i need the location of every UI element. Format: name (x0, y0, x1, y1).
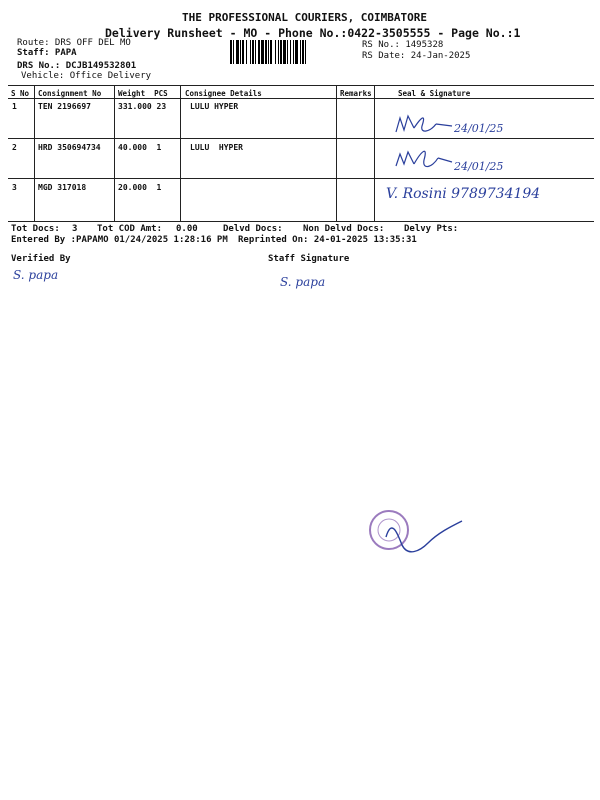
table-header-border (8, 98, 594, 99)
barcode-bar (305, 40, 306, 64)
row-2-consignee: LULU HYPER (190, 143, 243, 152)
delvy-pts-label: Delvy Pts: (404, 224, 459, 234)
header-consignee: Consignee Details (185, 89, 262, 98)
barcode-bar (287, 40, 288, 64)
row-2-sign-date: 24/01/25 (454, 160, 504, 173)
route-text: Route: DRS OFF DEL MO (17, 38, 131, 48)
barcode-bar (278, 40, 279, 64)
rs-date: RS Date: 24-Jan-2025 (362, 51, 471, 61)
barcode-bar (295, 40, 298, 64)
barcode-bar (255, 40, 256, 64)
barcode-bar (270, 40, 272, 64)
tot-cod-value: 0.00 (176, 224, 198, 234)
entered-by: Entered By :PAPAMO 01/24/2025 1:28:16 PM (11, 235, 228, 245)
tot-docs-value: 3 (72, 224, 78, 234)
row-2-consignment: HRD 350694734 (38, 143, 101, 152)
barcode-bar (240, 40, 241, 64)
staff-signature-label: Staff Signature (268, 254, 350, 264)
barcode-bar (300, 40, 301, 64)
row-1-consignment: TEN 2196697 (38, 102, 91, 111)
row-2-border (8, 178, 594, 179)
row-3-sno: 3 (12, 183, 17, 192)
row-1-weight-pcs: 331.000 23 (118, 102, 167, 111)
header-sno: S No (11, 89, 30, 98)
barcode-bar (302, 40, 304, 64)
drs-number: DRS No.: DCJB149532801 (17, 61, 137, 71)
vehicle-text: Vehicle: Office Delivery (21, 71, 152, 81)
rs-number: RS No.: 1495328 (362, 40, 444, 50)
seal-stamp (366, 505, 476, 569)
row-3-consignment: MGD 317018 (38, 183, 87, 192)
barcode-bar (261, 40, 264, 64)
header-seal-signature: Seal & Signature (398, 89, 471, 98)
verified-by-signature: S. papa (13, 268, 59, 282)
header-remarks: Remarks (340, 89, 372, 98)
barcode-bar (242, 40, 244, 64)
runsheet-title: Delivery Runsheet - MO - Phone No.:0422-3505555 - Page No.:1 (105, 26, 521, 40)
col-divider (374, 85, 375, 221)
row-3-weight-pcs: 20.000 1 (118, 183, 162, 192)
row-3-signature: V. Rosini 9789734194 (386, 186, 541, 202)
non-delvd-docs-label: Non Delvd Docs: (303, 224, 385, 234)
header-consignment: Consignment No (38, 89, 102, 98)
barcode-bar (275, 40, 276, 64)
barcode-bar (236, 40, 239, 64)
staff-text: Staff: PAPA (17, 48, 77, 58)
barcode-bar (283, 40, 286, 64)
row-1-signature (392, 112, 502, 140)
row-1-consignee: LULU HYPER (190, 102, 239, 111)
row-1-border (8, 138, 594, 139)
row-2-signature (392, 146, 502, 176)
table-top-border (8, 85, 594, 86)
tot-cod-label: Tot COD Amt: (97, 224, 163, 234)
barcode-bar (246, 40, 247, 64)
barcode-bar (265, 40, 267, 64)
barcode-bar (250, 40, 251, 64)
reprinted-on: Reprinted On: 24-01-2025 13:35:31 (238, 235, 417, 245)
barcode-bar (230, 40, 232, 64)
company-title: THE PROFESSIONAL COURIERS, COIMBATORE (182, 11, 428, 24)
staff-signature: S. papa (280, 275, 326, 289)
barcode-bar (280, 40, 282, 64)
barcode-bar (293, 40, 294, 64)
barcode-bar (233, 40, 234, 64)
barcode-bar (258, 40, 260, 64)
barcode-bar (290, 40, 291, 64)
row-2-weight-pcs: 40.000 1 (118, 143, 162, 152)
table-bottom-border (8, 221, 594, 222)
header-weight-pcs: Weight PCS (118, 89, 168, 98)
verified-by-label: Verified By (11, 254, 71, 264)
barcode-bar (268, 40, 269, 64)
barcode (230, 40, 356, 64)
barcode-bar (252, 40, 254, 64)
row-1-sign-date: 24/01/25 (454, 122, 504, 135)
row-2-sno: 2 (12, 143, 17, 152)
col-divider (34, 85, 35, 221)
col-divider (336, 85, 337, 221)
delvd-docs-label: Delvd Docs: (223, 224, 283, 234)
tot-docs-label: Tot Docs: (11, 224, 60, 234)
col-divider (114, 85, 115, 221)
col-divider (180, 85, 181, 221)
row-1-sno: 1 (12, 102, 17, 111)
